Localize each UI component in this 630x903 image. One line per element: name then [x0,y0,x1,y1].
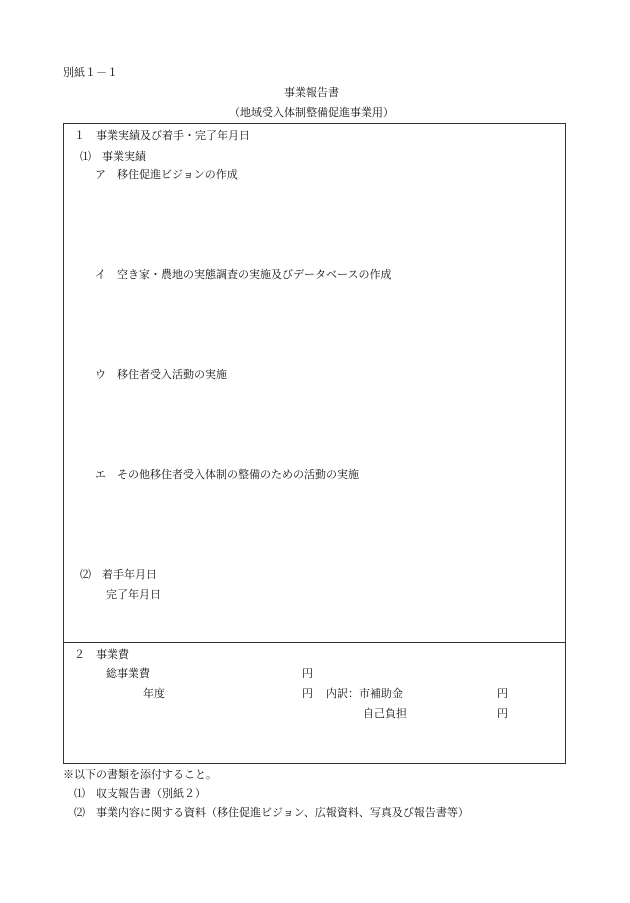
attachment-note: ※以下の書類を添付すること。 [63,768,217,781]
completion-date-label: 完了年月日 [106,588,161,601]
section-divider [63,642,566,643]
section1-subheading-results: ⑴ 事業実績 [80,150,146,163]
total-cost-unit: 円 [302,667,313,680]
fiscal-year-unit: 円 [302,687,313,700]
attachment-item: ⑵ 事業内容に関する資料（移住促進ビジョン、広報資料、写真及び報告書等） [74,806,469,819]
item-a-vision: ア 移住促進ビジョンの作成 [95,168,238,181]
subsidy-unit: 円 [497,687,508,700]
start-date-label: ⑵ 着手年月日 [80,568,157,581]
item-u-activities: ウ 移住者受入活動の実施 [95,368,227,381]
self-burden-unit: 円 [497,707,508,720]
section2-heading: ２ 事業費 [74,648,129,661]
section1-heading: １ 事業実績及び着手・完了年月日 [74,129,250,142]
attachment-label: 別紙１－１ [63,66,118,79]
document-title: 事業報告書 [284,86,339,99]
item-e-other-activities: エ その他移住者受入体制の整備のための活動の実施 [95,468,359,481]
attachment-item: ⑴ 収支報告書（別紙２） [74,787,206,800]
total-cost-label: 総事業費 [106,667,150,680]
breakdown-subsidy-label: 内訳：市補助金 [326,687,403,700]
item-i-survey: イ 空き家・農地の実態調査の実施及びデータベースの作成 [95,268,392,281]
self-burden-label: 自己負担 [363,707,407,720]
fiscal-year-label: 年度 [143,687,165,700]
document-subtitle: （地域受入体制整備促進事業用） [229,106,394,119]
